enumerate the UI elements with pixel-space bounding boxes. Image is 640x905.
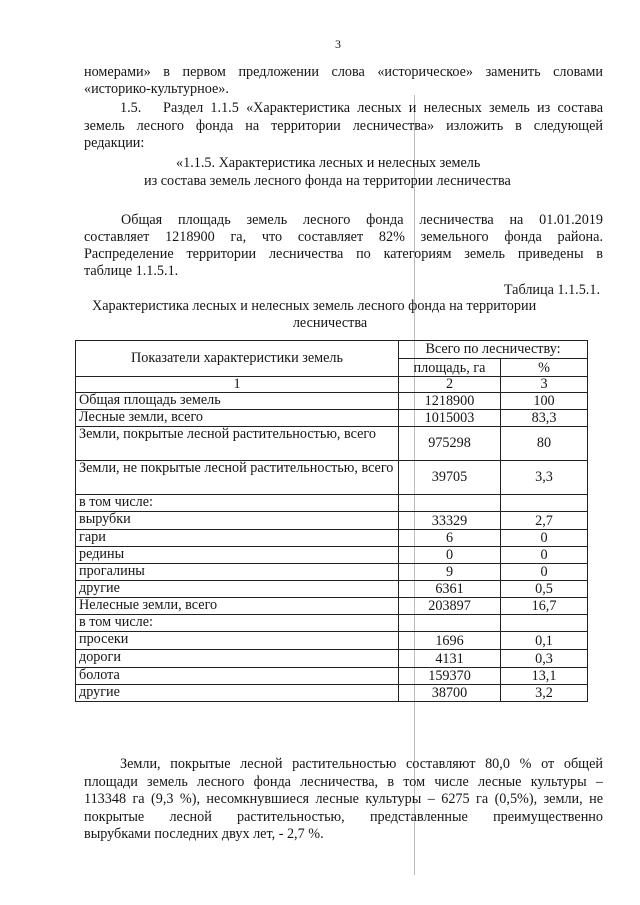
intro-line-1: номерами» в первом предложении слова «историческое» заменить словами bbox=[84, 64, 603, 80]
row-name: прогалины bbox=[76, 564, 399, 581]
row-name: Земли, покрытые лесной растительностью, всего bbox=[76, 427, 399, 461]
table-row bbox=[76, 581, 588, 598]
section-heading-line-1: «1.1.5. Характеристика лесных и нелесных земель bbox=[176, 155, 481, 171]
row-name: просеки bbox=[76, 632, 399, 650]
item-line-1: 1.5. Раздел 1.1.5 «Характеристика лесных и нелесных земель из состава bbox=[120, 100, 603, 116]
table-title-line-1: Характеристика лесных и нелесных земель лесного фонда на территории bbox=[92, 298, 537, 314]
row-percent: 0 bbox=[501, 530, 588, 547]
row-area: 9 bbox=[399, 564, 501, 581]
row-area: 1015003 bbox=[399, 410, 501, 427]
row-percent bbox=[501, 615, 588, 632]
table-row bbox=[76, 615, 588, 632]
row-area: 203897 bbox=[399, 598, 501, 615]
table-row bbox=[76, 685, 588, 702]
table-row bbox=[76, 495, 588, 512]
header-percent: % bbox=[501, 359, 588, 377]
row-area: 1218900 bbox=[399, 393, 501, 410]
closing-line-2: площади земель лесного фонда лесничества, в том числе лесные культуры – bbox=[84, 774, 603, 790]
paragraph-line-4: таблице 1.1.5.1. bbox=[84, 263, 179, 279]
row-name: Земли, не покрытые лесной растительностью, всего bbox=[76, 461, 399, 495]
row-percent: 0,3 bbox=[501, 650, 588, 668]
table-row bbox=[76, 632, 588, 650]
row-area: 975298 bbox=[399, 427, 501, 461]
row-area: 6361 bbox=[399, 581, 501, 598]
col-number-2: 2 bbox=[399, 377, 501, 393]
row-area: 33329 bbox=[399, 512, 501, 530]
row-percent: 0 bbox=[501, 547, 588, 564]
table-row bbox=[76, 461, 588, 495]
row-name: дороги bbox=[76, 650, 399, 668]
table-row bbox=[76, 650, 588, 668]
header-area: площадь, га bbox=[399, 359, 501, 377]
intro-line-2: «историко-культурное». bbox=[84, 81, 229, 97]
table-row bbox=[76, 668, 588, 685]
row-name: болота bbox=[76, 668, 399, 685]
row-name: вырубки bbox=[76, 512, 399, 530]
row-name: гари bbox=[76, 530, 399, 547]
table-label: Таблица 1.1.5.1. bbox=[503, 282, 600, 298]
table-row bbox=[76, 547, 588, 564]
row-area: 1696 bbox=[399, 632, 501, 650]
row-area: 159370 bbox=[399, 668, 501, 685]
closing-line-4: покрытые лесной растительностью, представленные преимущественно bbox=[84, 809, 603, 825]
row-name: другие bbox=[76, 581, 399, 598]
row-percent: 80 bbox=[501, 427, 588, 461]
row-name: в том числе: bbox=[76, 495, 399, 512]
table-row bbox=[76, 393, 588, 410]
closing-line-5: вырубками последних двух лет, - 2,7 %. bbox=[84, 826, 324, 842]
table-row bbox=[76, 598, 588, 615]
row-percent: 13,1 bbox=[501, 668, 588, 685]
closing-line-1: Земли, покрытые лесной растительностью составляют 80,0 % от общей bbox=[120, 756, 603, 772]
paragraph-line-2: составляет 1218900 га, что составляет 82% земельного фонда района. bbox=[84, 229, 603, 245]
row-percent: 100 bbox=[501, 393, 588, 410]
row-area bbox=[399, 495, 501, 512]
row-percent: 3,3 bbox=[501, 461, 588, 495]
col-number-3: 3 bbox=[501, 377, 588, 393]
row-percent: 83,3 bbox=[501, 410, 588, 427]
row-area: 4131 bbox=[399, 650, 501, 668]
paragraph-line-1: Общая площадь земель лесного фонда лесничества на 01.01.2019 bbox=[121, 212, 603, 228]
table-title-line-2: лесничества bbox=[292, 315, 368, 331]
table-row bbox=[76, 564, 588, 581]
row-name: Общая площадь земель bbox=[76, 393, 399, 410]
header-indicator: Показатели характеристики земель bbox=[76, 341, 399, 377]
table-row bbox=[76, 512, 588, 530]
row-area: 0 bbox=[399, 547, 501, 564]
item-line-2: земель лесного фонда на территории лесничества» изложить в следующей bbox=[84, 118, 603, 134]
row-area bbox=[399, 615, 501, 632]
row-area: 38700 bbox=[399, 685, 501, 702]
closing-line-3: 113348 га (9,3 %), несомкнувшиеся лесные культуры – 6275 га (0,5%), земли, не bbox=[84, 791, 603, 807]
land-characteristics-table bbox=[75, 340, 588, 702]
row-percent: 0,5 bbox=[501, 581, 588, 598]
row-percent: 2,7 bbox=[501, 512, 588, 530]
row-percent: 0 bbox=[501, 564, 588, 581]
table-row bbox=[76, 410, 588, 427]
paragraph-line-3: Распределение территории лесничества по категориям земель приведены в bbox=[84, 246, 603, 262]
table-row bbox=[76, 530, 588, 547]
row-percent: 3,2 bbox=[501, 685, 588, 702]
table-row bbox=[76, 427, 588, 461]
row-percent bbox=[501, 495, 588, 512]
row-name: в том числе: bbox=[76, 615, 399, 632]
section-heading-line-2: из состава земель лесного фонда на территории лесничества bbox=[144, 173, 511, 189]
page-number: 3 bbox=[335, 37, 341, 51]
row-area: 6 bbox=[399, 530, 501, 547]
item-line-3: редакции: bbox=[84, 135, 145, 151]
row-area: 39705 bbox=[399, 461, 501, 495]
row-name: Лесные земли, всего bbox=[76, 410, 399, 427]
row-name: редины bbox=[76, 547, 399, 564]
row-name: другие bbox=[76, 685, 399, 702]
row-percent: 0,1 bbox=[501, 632, 588, 650]
row-percent: 16,7 bbox=[501, 598, 588, 615]
row-name: Нелесные земли, всего bbox=[76, 598, 399, 615]
header-total: Всего по лесничеству: bbox=[399, 341, 588, 359]
col-number-1: 1 bbox=[76, 377, 399, 393]
